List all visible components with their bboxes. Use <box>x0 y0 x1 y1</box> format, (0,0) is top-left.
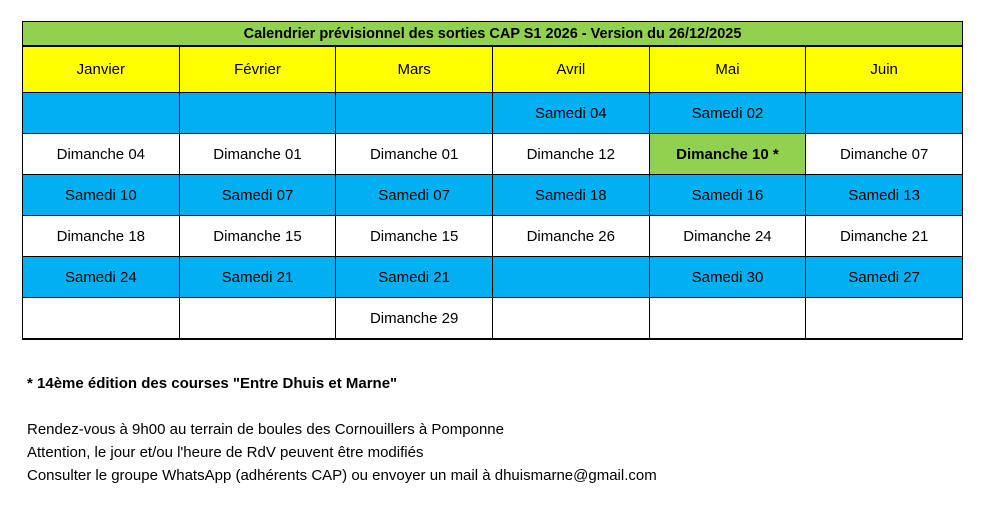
date-cell: Dimanche 12 <box>492 134 649 175</box>
date-cell: Samedi 21 <box>179 257 336 298</box>
date-cell: Samedi 02 <box>649 93 806 134</box>
schedule-table <box>22 21 963 340</box>
date-cell: Dimanche 26 <box>492 216 649 257</box>
date-cell <box>806 93 963 134</box>
date-cell: Dimanche 21 <box>806 216 963 257</box>
date-cell <box>179 298 336 340</box>
date-cell: Samedi 13 <box>806 175 963 216</box>
notes-block <box>27 372 657 487</box>
date-cell <box>179 93 336 134</box>
month-header: Mai <box>649 46 806 93</box>
month-header: Janvier <box>23 46 180 93</box>
date-cell: Dimanche 29 <box>336 298 493 340</box>
date-cell <box>492 257 649 298</box>
info-line: Attention, le jour et/ou l'heure de RdV peuvent être modifiés <box>27 444 424 461</box>
date-cell <box>336 93 493 134</box>
date-cell: Samedi 04 <box>492 93 649 134</box>
date-cell <box>23 298 180 340</box>
date-cell <box>649 298 806 340</box>
date-cell: Samedi 18 <box>492 175 649 216</box>
saturday-row <box>23 175 963 216</box>
footnote: * 14ème édition des courses "Entre Dhuis et Marne" <box>27 375 398 392</box>
date-cell: Dimanche 01 <box>179 134 336 175</box>
date-cell: Dimanche 18 <box>23 216 180 257</box>
date-cell: Dimanche 04 <box>23 134 180 175</box>
date-cell: Dimanche 07 <box>806 134 963 175</box>
sunday-row <box>23 298 963 340</box>
date-cell: Samedi 27 <box>806 257 963 298</box>
month-header: Juin <box>806 46 963 93</box>
info-line: Consulter le groupe WhatsApp (adhérents CAP) ou envoyer un mail à dhuismarne@gmail.com <box>27 467 657 484</box>
title-row <box>23 22 963 47</box>
date-cell <box>492 298 649 340</box>
date-cell: Samedi 16 <box>649 175 806 216</box>
month-header: Avril <box>492 46 649 93</box>
month-header: Février <box>179 46 336 93</box>
info-line: Rendez-vous à 9h00 au terrain de boules des Cornouillers à Pomponne <box>27 421 504 438</box>
date-cell <box>806 298 963 340</box>
date-cell: Samedi 30 <box>649 257 806 298</box>
date-cell: Samedi 24 <box>23 257 180 298</box>
date-cell: Dimanche 24 <box>649 216 806 257</box>
date-cell: Samedi 07 <box>179 175 336 216</box>
date-cell <box>23 93 180 134</box>
saturday-row <box>23 93 963 134</box>
highlighted-date-cell: Dimanche 10 * <box>649 134 806 175</box>
sunday-row <box>23 216 963 257</box>
month-header: Mars <box>336 46 493 93</box>
sunday-row <box>23 134 963 175</box>
date-cell: Samedi 21 <box>336 257 493 298</box>
saturday-row <box>23 257 963 298</box>
date-cell: Dimanche 15 <box>336 216 493 257</box>
date-cell: Samedi 07 <box>336 175 493 216</box>
date-cell: Dimanche 01 <box>336 134 493 175</box>
table-title: Calendrier prévisionnel des sorties CAP S1 2026 - Version du 26/12/2025 <box>23 22 963 47</box>
month-header-row <box>23 46 963 93</box>
date-cell: Samedi 10 <box>23 175 180 216</box>
date-cell: Dimanche 15 <box>179 216 336 257</box>
